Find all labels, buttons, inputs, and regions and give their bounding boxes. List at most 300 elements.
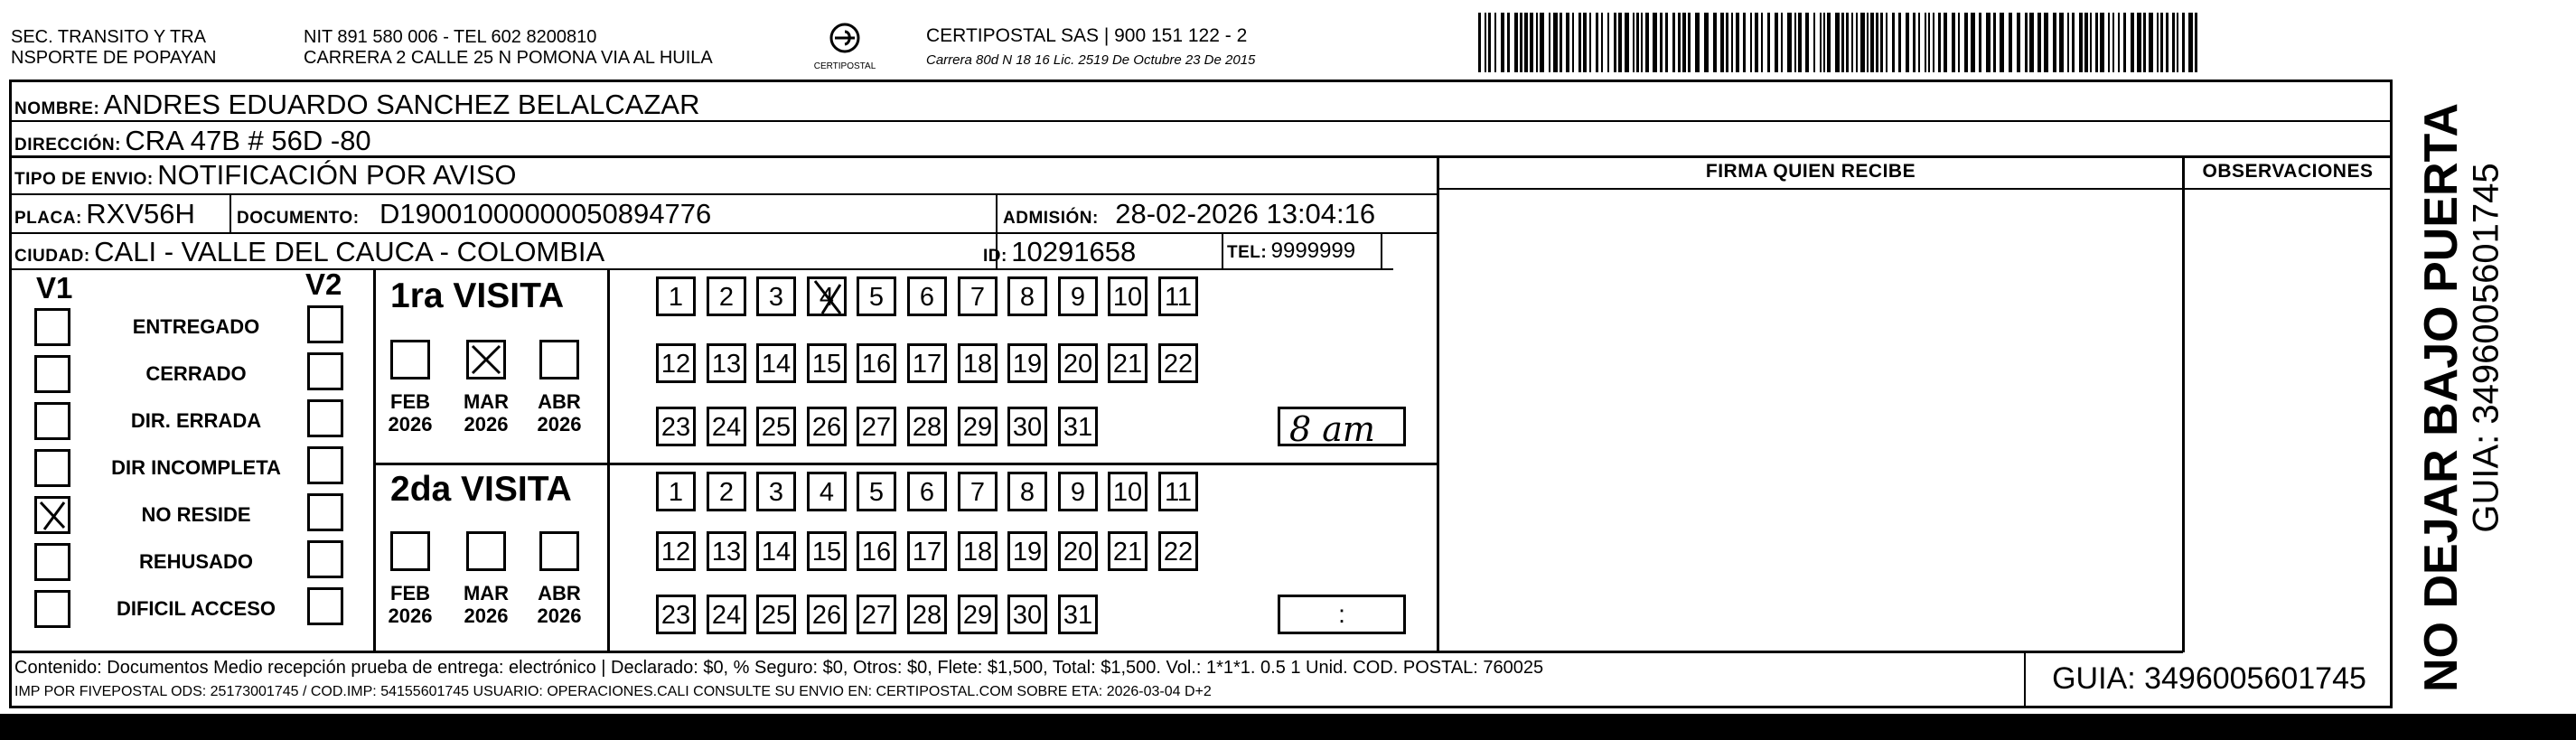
day-box-16[interactable] [857,343,896,383]
admision-label: ADMISIÓN: [1003,209,1099,228]
day-box-1[interactable] [656,472,696,511]
footer-line-1: Contenido: Documentos Medio recepción prueba de entrega: electrónico | Declarado: $0, % Seguro: $0, Otros: $0, Flete: $1,500, Total: $1,500. Vol.: 1*1*1. 0.5 1 Unid. COD. POSTAL: 760025 [14,658,1544,678]
sender-line-2: NSPORTE DE POPAYAN [11,48,217,68]
tipo-label: TIPO DE ENVIO: [14,170,154,189]
barcode-bar [2084,13,2088,72]
barcode-bar [1928,13,1930,72]
company-line-1: CERTIPOSTAL SAS | 900 151 122 - 2 [926,25,1248,46]
day-number: 29 [962,413,993,442]
day-box-10[interactable] [1108,472,1147,511]
barcode-bar [2149,13,2153,72]
day-box-9[interactable] [1058,276,1098,316]
barcode-bar [2160,13,2163,72]
day-number: 17 [912,350,942,379]
month-checkbox-mar[interactable] [466,340,506,379]
check-mark-icon [810,279,846,315]
barcode-bar [1713,13,1717,72]
day-number: 11 [1164,478,1193,507]
barcode-bar [1540,13,1544,72]
barcode-bar [1536,13,1538,72]
day-number: 1 [668,478,684,507]
barcode-bar [1813,13,1815,72]
month-checkbox-feb[interactable] [390,340,430,379]
row-divider [11,651,2183,653]
side-guia: GUIA: 3496005601745 [2466,163,2506,533]
day-box-16[interactable] [857,531,896,571]
day-box-28[interactable] [907,407,947,446]
day-number: 29 [962,601,993,630]
barcode-bar [1944,13,1947,72]
day-box-8[interactable] [1007,472,1047,511]
barcode-bar [2177,13,2178,72]
sender-line-1: SEC. TRANSITO Y TRA [11,27,206,47]
day-box-14[interactable] [756,531,796,571]
barcode-bar [1736,13,1739,72]
bottom-band [0,714,2576,740]
day-number: 28 [912,413,942,442]
day-box-30[interactable] [1007,407,1047,446]
barcode-bar [1906,13,1909,72]
v2-checkbox[interactable] [307,587,343,625]
id-value: 10291658 [1011,236,1137,267]
status-label: DIR. ERRADA [130,409,262,432]
barcode-bar [1841,13,1844,72]
day-box-4[interactable] [807,472,847,511]
month-checkbox-feb[interactable] [390,531,430,571]
barcode-bar [1645,13,1649,72]
barcode-bar [2112,13,2114,72]
placa-value: RXV56H [86,198,195,229]
day-number: 12 [660,350,691,379]
day-box-17[interactable] [907,343,947,383]
nombre-label: NOMBRE: [14,99,100,118]
day-number: 16 [861,538,892,567]
second-visit-time: : [1338,600,1345,628]
id-label: ID: [983,247,1007,266]
day-number: 6 [919,478,935,507]
day-box-5[interactable] [857,472,896,511]
day-number: 28 [912,601,942,630]
barcode-bar [2188,13,2193,72]
barcode-bar [1488,13,1491,72]
barcode-bar [1913,13,1916,72]
barcode-bar [1665,13,1668,72]
day-box-25[interactable] [756,407,796,446]
status-label: ENTREGADO [132,315,260,338]
barcode-bar [1636,13,1639,72]
day-box-11[interactable] [1158,472,1198,511]
barcode-bar [1870,13,1874,72]
id-field [983,238,1136,266]
day-number: 27 [861,413,892,442]
barcode-bar [1560,13,1562,72]
barcode-bar [2067,13,2069,72]
day-box-2[interactable] [707,276,746,316]
day-box-24[interactable] [707,595,746,634]
day-number: 13 [711,538,742,567]
status-label: DIR INCOMPLETA [111,456,281,479]
day-number: 6 [919,283,935,312]
barcode-bar [1494,13,1496,72]
barcode-bar [2059,13,2064,72]
day-number: 26 [811,601,842,630]
month-label: ABR 2026 [537,582,582,627]
day-number: 25 [761,413,792,442]
day-box-19[interactable] [1007,531,1047,571]
barcode-bar [1781,13,1783,72]
col-divider [2182,155,2185,652]
barcode-bar [1918,13,1920,72]
barcode-bar [1601,13,1603,72]
barcode-bar [2182,13,2185,72]
barcode-bar [1678,13,1681,72]
barcode-bar [2053,13,2056,72]
day-box-22[interactable] [1158,531,1198,571]
barcode-bar [1572,13,1574,72]
status-label: REHUSADO [139,550,253,573]
col-divider [373,268,376,652]
day-box-1[interactable] [656,276,696,316]
nit-line-1: NIT 891 580 006 - TEL 602 8200810 [304,27,597,47]
tel-value: 9999999 [1270,239,1356,263]
day-box-21[interactable] [1108,343,1147,383]
tel-field [1227,240,1355,262]
day-number: 10 [1112,283,1143,312]
v2-checkbox[interactable] [307,540,343,578]
day-number: 22 [1163,350,1194,379]
month-checkbox-abr[interactable] [539,531,579,571]
v2-checkbox[interactable] [307,399,343,437]
day-number: 11 [1164,283,1193,312]
barcode-bar [1743,13,1746,72]
status-label: NO RESIDE [141,503,251,526]
barcode-bar [1507,13,1510,72]
day-number: 30 [1012,601,1043,630]
barcode-bar [1798,13,1802,72]
day-box-12[interactable] [656,531,696,571]
day-box-29[interactable] [958,595,998,634]
day-box-27[interactable] [857,407,896,446]
day-box-4[interactable] [807,276,847,316]
barcode-bar [1823,13,1825,72]
day-number: 30 [1012,413,1043,442]
observaciones-header: OBSERVACIONES [2202,161,2374,182]
month-label: MAR 2026 [463,582,510,627]
barcode-bar [1827,13,1831,72]
v2-checkbox[interactable] [307,493,343,531]
barcode-bar [1971,13,1975,72]
barcode-bar [2108,13,2110,72]
month-label: ABR 2026 [537,390,582,436]
barcode-bar [1524,13,1528,72]
barcode-bar [1986,13,1991,72]
v1-checkbox[interactable] [34,543,70,581]
day-number: 23 [660,601,691,630]
direccion-field [14,126,371,155]
barcode-bar [1514,13,1518,72]
day-number: 19 [1012,350,1043,379]
barcode-bar [1695,13,1700,72]
barcode-bar [1993,13,1996,72]
ciudad-field [14,238,604,266]
barcode-bar [2000,13,2004,72]
day-number: 3 [768,478,784,507]
barcode-bar [2090,13,2092,72]
barcode-bar [2195,13,2197,72]
day-box-10[interactable] [1108,276,1147,316]
day-box-26[interactable] [807,407,847,446]
admision-field [1003,200,1375,228]
day-number: 27 [861,601,892,630]
barcode-bar [1750,13,1752,72]
day-number: 14 [761,538,792,567]
barcode-bar [1867,13,1869,72]
day-box-23[interactable] [656,407,696,446]
day-number: 9 [1070,478,1086,507]
barcode [1478,13,2201,72]
day-box-26[interactable] [807,595,847,634]
barcode-bar [1618,13,1622,72]
barcode-bar [2123,13,2126,72]
col-divider [1222,234,1223,269]
day-box-5[interactable] [857,276,896,316]
day-box-15[interactable] [807,343,847,383]
placa-field [14,200,195,228]
v1-checkbox[interactable] [34,308,70,346]
day-number: 4 [819,478,835,507]
barcode-bar [1726,13,1728,72]
v2-checkbox[interactable] [307,352,343,390]
barcode-bar [1794,13,1796,72]
day-number: 5 [868,478,885,507]
barcode-bar [1755,13,1758,72]
day-box-6[interactable] [907,276,947,316]
day-number: 7 [970,478,986,507]
row-divider [11,120,2391,122]
barcode-bar [2095,13,2098,72]
barcode-bar [1688,13,1691,72]
barcode-bar [1898,13,1901,72]
day-box-7[interactable] [958,276,998,316]
day-number: 22 [1163,538,1194,567]
barcode-bar [1660,13,1663,72]
barcode-bar [2009,13,2012,72]
day-number: 9 [1070,283,1086,312]
day-number: 4 [819,283,835,312]
barcode-bar [2100,13,2104,72]
col-divider [607,268,610,652]
barcode-bar [1820,13,1822,72]
barcode-bar [1641,13,1643,72]
barcode-bar [1704,13,1709,72]
v1-checkbox[interactable] [34,590,70,628]
day-number: 21 [1112,538,1143,567]
barcode-bar [1979,13,1981,72]
barcode-bar [2017,13,2020,72]
barcode-bar [1952,13,1955,72]
logo-text: CERTIPOSTAL [813,61,876,71]
day-box-17[interactable] [907,531,947,571]
first-visit-time-box[interactable] [1278,407,1406,449]
barcode-bar [1731,13,1733,72]
barcode-bar [1501,13,1504,72]
day-box-12[interactable] [656,343,696,383]
day-box-7[interactable] [958,472,998,511]
day-number: 26 [811,413,842,442]
day-number: 24 [711,413,742,442]
col-divider [1381,234,1382,269]
day-box-13[interactable] [707,343,746,383]
day-box-24[interactable] [707,407,746,446]
day-box-2[interactable] [707,472,746,511]
nit-line-2: CARRERA 2 CALLE 25 N POMONA VIA AL HUILA [304,48,713,68]
second-visit-time-box[interactable] [1278,595,1406,634]
barcode-bar [1761,13,1763,72]
day-number: 23 [660,413,691,442]
day-box-27[interactable] [857,595,896,634]
check-mark-icon [37,499,68,531]
first-visit-title: 1ra VISITA [390,276,565,315]
v1-checkbox[interactable] [34,402,70,440]
day-number: 31 [1063,413,1093,442]
v1-checkbox[interactable] [34,496,70,534]
day-number: 13 [711,350,742,379]
barcode-bar [1566,13,1569,72]
day-box-21[interactable] [1108,531,1147,571]
barcode-bar [1886,13,1888,72]
day-number: 17 [912,538,942,567]
barcode-bar [1880,13,1883,72]
barcode-bar [1614,13,1616,72]
day-box-3[interactable] [756,472,796,511]
day-box-29[interactable] [958,407,998,446]
day-box-18[interactable] [958,343,998,383]
day-number: 19 [1012,538,1043,567]
day-box-31[interactable] [1058,407,1098,446]
admision-value: 28-02-2026 13:04:16 [1115,198,1376,229]
first-visit-time: 8 am [1289,409,1375,449]
day-number: 18 [962,538,993,567]
tipo-value: NOTIFICACIÓN POR AVISO [157,159,517,191]
barcode-bar [1964,13,1968,72]
v1-checkbox[interactable] [34,355,70,393]
day-number: 12 [660,538,691,567]
barcode-bar [1553,13,1558,72]
status-label: CERRADO [145,362,247,385]
documento-field [237,200,711,228]
barcode-bar [1682,13,1686,72]
barcode-bar [2137,13,2141,72]
day-box-6[interactable] [907,472,947,511]
barcode-bar [1549,13,1550,72]
day-number: 20 [1063,350,1093,379]
month-checkbox-abr[interactable] [539,340,579,379]
day-box-15[interactable] [807,531,847,571]
v2-checkbox[interactable] [307,446,343,484]
firma-header: FIRMA QUIEN RECIBE [1705,161,1916,182]
row-divider [11,268,1393,270]
barcode-bar [1856,13,1858,72]
day-box-9[interactable] [1058,472,1098,511]
tel-label: TEL: [1227,243,1268,262]
nombre-value: ANDRES EDUARDO SANCHEZ BELALCAZAR [103,89,700,120]
barcode-bar [1672,13,1675,72]
barcode-bar [2118,13,2120,72]
barcode-bar [1478,13,1481,72]
v1-checkbox[interactable] [34,449,70,487]
day-box-13[interactable] [707,531,746,571]
col-divider [1437,155,1439,652]
day-box-28[interactable] [907,595,947,634]
day-box-11[interactable] [1158,276,1198,316]
documento-label: DOCUMENTO: [237,209,360,228]
no-dejar-bajo-puerta: NO DEJAR BAJO PUERTA [2415,102,2468,693]
barcode-bar [1846,13,1849,72]
month-label: FEB 2026 [388,390,433,436]
barcode-bar [1625,13,1629,72]
barcode-bar [1958,13,1960,72]
barcode-bar [1653,13,1657,72]
month-checkbox-mar[interactable] [466,531,506,571]
barcode-bar [1720,13,1724,72]
col-divider [229,193,231,233]
day-box-18[interactable] [958,531,998,571]
barcode-bar [1892,13,1895,72]
nombre-field [14,90,699,118]
row-divider [11,193,1437,195]
day-box-20[interactable] [1058,531,1098,571]
day-box-23[interactable] [656,595,696,634]
barcode-bar [1485,13,1486,72]
day-number: 8 [1019,283,1035,312]
barcode-bar [1787,13,1792,72]
ciudad-value: CALI - VALLE DEL CAUCA - COLOMBIA [94,236,605,267]
row-divider [1437,188,2393,190]
day-number: 10 [1112,478,1143,507]
day-number: 14 [761,350,792,379]
day-number: 25 [761,601,792,630]
barcode-bar [1767,13,1770,72]
day-number: 16 [861,350,892,379]
day-box-31[interactable] [1058,595,1098,634]
barcode-bar [2166,13,2169,72]
day-box-30[interactable] [1007,595,1047,634]
ciudad-label: CIUDAD: [14,247,90,266]
second-visit-title: 2da VISITA [390,470,572,509]
day-box-14[interactable] [756,343,796,383]
v1-label: V1 [36,271,73,304]
v2-checkbox[interactable] [307,305,343,343]
day-box-3[interactable] [756,276,796,316]
day-number: 1 [668,283,684,312]
barcode-bar [1596,13,1598,72]
barcode-bar [1860,13,1865,72]
barcode-bar [1633,13,1635,72]
day-number: 15 [811,350,842,379]
day-box-25[interactable] [756,595,796,634]
barcode-bar [1933,13,1934,72]
barcode-bar [1805,13,1809,72]
day-box-20[interactable] [1058,343,1098,383]
day-box-22[interactable] [1158,343,1198,383]
day-box-8[interactable] [1007,276,1047,316]
v2-label: V2 [305,267,342,301]
day-box-19[interactable] [1007,343,1047,383]
barcode-bar [2143,13,2146,72]
direccion-label: DIRECCIÓN: [14,136,121,155]
footer-guia: GUIA: 3496005601745 [2052,661,2366,696]
barcode-bar [2037,13,2041,72]
